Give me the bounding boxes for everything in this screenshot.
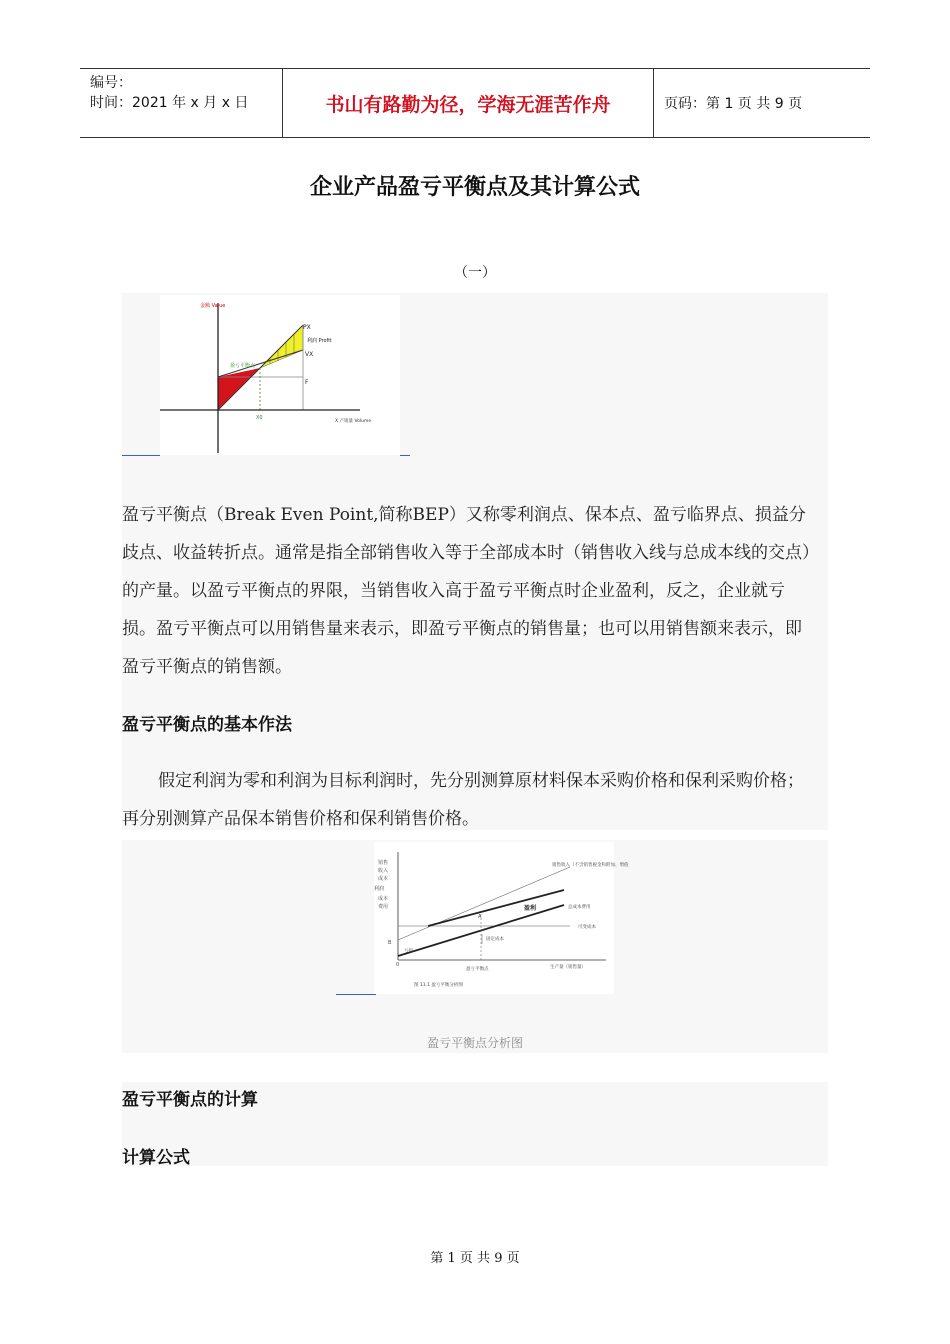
chart-figure-title: 图 11.1 盈亏平衡分析图	[414, 983, 463, 988]
bep-definition-paragraph: 盈亏平衡点（Break Even Point,简称BEP）又称零利润点、保本点、盈亏临界点、损益分歧点、收益转折点。通常是指全部销售收入等于全部成本时（销售收入线与总成本线的交点）的产量。以盈亏平衡点的界限，当销售收入高于盈亏平衡点时企业盈利，反之，企业就亏损。盈亏平衡点可以用销售量来表示，即盈亏平衡点的销售量；也可以用销售额来表示，即盈亏平衡点的销售额。	[122, 505, 811, 677]
header-motto: 书山有路勤为径，学海无涯苦作舟	[282, 69, 654, 137]
x-axis-label: X 产销量 Volume	[335, 419, 372, 424]
break-even-chart-svg	[160, 295, 400, 455]
fixed-cost-label: 固定成本	[486, 937, 504, 942]
figure2-caption: 盈亏平衡点分析图	[426, 1036, 523, 1050]
document-header	[80, 68, 870, 138]
loss-area-label: 亏损	[404, 949, 413, 954]
profit-area-label: 盈利	[524, 905, 537, 912]
figure1-link-underline-end	[400, 455, 410, 456]
x-axis-label: 生产量（销售量）	[550, 965, 586, 970]
a-point-label: A	[478, 914, 482, 920]
variable-cost-line-label: 可变成本	[578, 925, 596, 930]
document-title: 企业产品盈亏平衡点及其计算公式	[309, 175, 640, 200]
revenue-line-label: 销售收入（不含销售税金和附加、增值	[552, 863, 629, 868]
profit-label: 利润 Profit	[307, 338, 332, 344]
bep-analysis-chart-svg	[374, 842, 629, 994]
y-axis-label-sales: 销售	[378, 860, 389, 866]
origin-label: 0	[396, 962, 400, 968]
b-point-label: B	[388, 940, 392, 946]
number-label: 编号：	[90, 75, 132, 91]
x0-label: X0	[256, 415, 263, 421]
header-page-info: 页码：第 1 页 共 9 页	[664, 96, 803, 112]
figure1-link-underline	[122, 455, 160, 456]
bep-analysis-chart-image	[374, 842, 629, 994]
px-label: PX	[303, 324, 311, 331]
y-axis-label-expense: 费用	[378, 904, 389, 910]
f-label: F	[305, 379, 309, 386]
y-axis-label-cost2: 成本	[378, 896, 389, 902]
date-label: 时间：2021 年 x 月 x 日	[90, 95, 249, 111]
break-even-chart-image	[160, 295, 400, 455]
y-axis-label-revenue: 收入	[378, 868, 389, 874]
figure2-link-underline	[336, 994, 376, 995]
total-cost-line	[428, 890, 564, 926]
header-meta	[80, 69, 282, 137]
bep-label: 盈亏平衡点	[230, 363, 256, 369]
total-cost-line-label: 总成本费用	[568, 905, 591, 910]
y-axis-label-cost: 成本	[378, 876, 389, 882]
y-axis-label-profit: 利润	[374, 886, 385, 892]
section-heading-calculation: 盈亏平衡点的计算	[122, 1090, 258, 1110]
bep-label: 盈亏平衡点	[466, 967, 489, 972]
page-footer: 第 1 页 共 9 页	[430, 1251, 520, 1266]
section-heading-formula: 计算公式	[122, 1148, 190, 1168]
y-axis-label: 金额 Value	[200, 303, 226, 309]
section-heading-basic-method: 盈亏平衡点的基本作法	[122, 715, 292, 735]
basic-method-paragraph: 假定利润为零和利润为目标利润时，先分别测算原材料保本采购价格和保利采购价格；再分别测算产品保本销售价格和保利销售价格。	[122, 771, 804, 829]
vx-label: VX	[305, 351, 314, 358]
section-number: （一）	[454, 265, 496, 281]
